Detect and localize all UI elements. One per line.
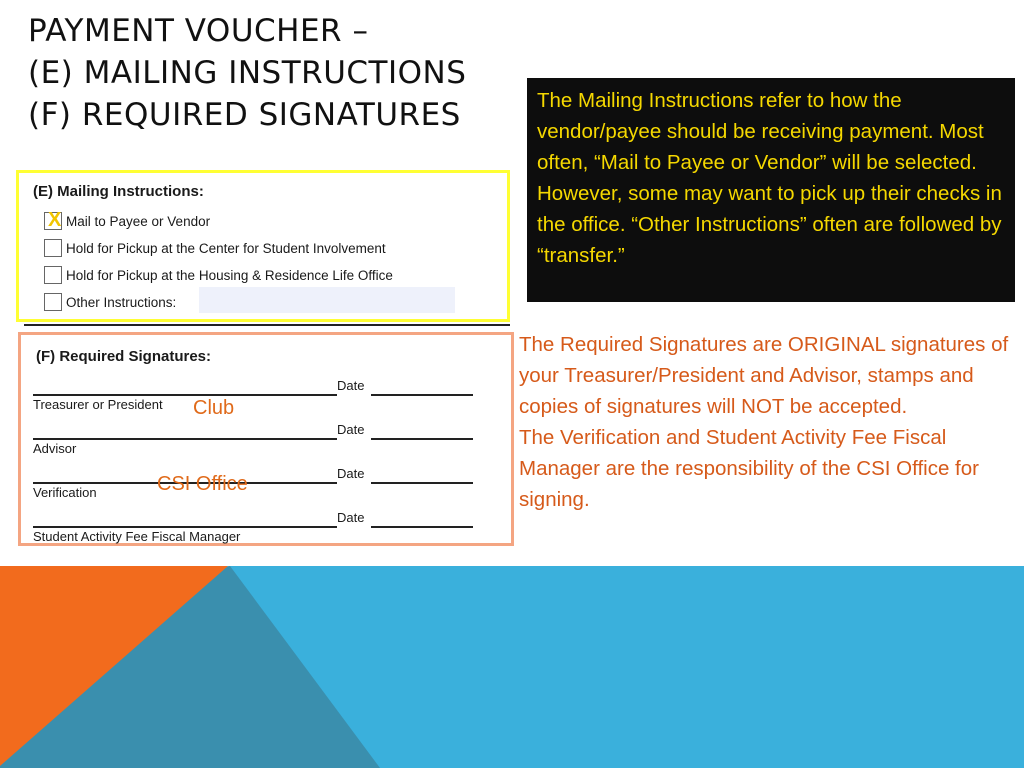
mailing-instructions-note: The Mailing Instructions refer to how the vendor/payee should be receiving payment. Most often, “Mail to Payee or Vendor” will be selected. However, some may want to pick up their checks in the office. “Other Instructions” often are followed by “transfer.” [527, 78, 1015, 302]
mailing-option-label: Hold for Pickup at the Housing & Residence Life Office [66, 267, 393, 283]
checkbox-hold-csi[interactable] [44, 239, 62, 257]
checkbox-mail-to-payee[interactable] [44, 209, 62, 231]
required-signatures-form [18, 332, 514, 546]
date-label: Date [337, 510, 365, 525]
checkbox-hold-housing[interactable] [44, 266, 62, 284]
signature-line [33, 438, 337, 440]
required-signatures-note [519, 329, 1019, 515]
signature-line [33, 526, 337, 528]
date-line [371, 394, 473, 396]
x-checkmark-icon: X [48, 209, 62, 231]
signature-label-treasurer: Treasurer or President [33, 397, 163, 412]
date-line [371, 482, 473, 484]
mailing-option-hold-housing[interactable] [44, 265, 393, 285]
checkbox-other[interactable] [44, 293, 62, 311]
mailing-instructions-form [16, 170, 510, 322]
signature-label-fiscal-manager: Student Activity Fee Fiscal Manager [33, 529, 241, 544]
other-instructions-field[interactable] [199, 287, 455, 313]
slide-title [28, 10, 466, 136]
required-signatures-heading: (F) Required Signatures: [36, 348, 212, 365]
date-label: Date [337, 466, 365, 481]
date-line [371, 438, 473, 440]
mailing-option-label: Mail to Payee or Vendor [66, 213, 211, 229]
signature-label-advisor: Advisor [33, 441, 77, 456]
club-annotation: Club [193, 397, 235, 419]
title-line-3: (F) REQUIRED SIGNATURES [28, 97, 461, 133]
date-line [371, 526, 473, 528]
title-line-2: (E) MAILING INSTRUCTIONS [28, 55, 467, 91]
date-label: Date [337, 378, 365, 393]
mailing-option-other[interactable] [44, 292, 176, 312]
csi-office-annotation: CSI Office [157, 473, 248, 495]
mailing-option-mail-to-payee[interactable] [44, 211, 210, 231]
mailing-instructions-heading: (E) Mailing Instructions: [33, 183, 204, 200]
divider [24, 324, 510, 326]
title-line-1: PAYMENT VOUCHER – [28, 13, 369, 49]
signatures-note-paragraph-2: The Verification and Student Activity Fee Fiscal Manager are the responsibility of the CSI Office for signing. [519, 426, 979, 511]
mailing-option-label: Hold for Pickup at the Center for Student Involvement [66, 240, 386, 256]
date-label: Date [337, 422, 365, 437]
decorative-footer-band [0, 566, 1024, 768]
signature-label-verification: Verification [33, 485, 97, 500]
mailing-option-hold-csi[interactable] [44, 238, 386, 258]
signature-line [33, 394, 337, 396]
signatures-note-paragraph-1: The Required Signatures are ORIGINAL signatures of your Treasurer/President and Advisor, stamps and copies of signatures will NOT be accepted. [519, 333, 1009, 418]
mailing-option-label: Other Instructions: [66, 294, 177, 310]
